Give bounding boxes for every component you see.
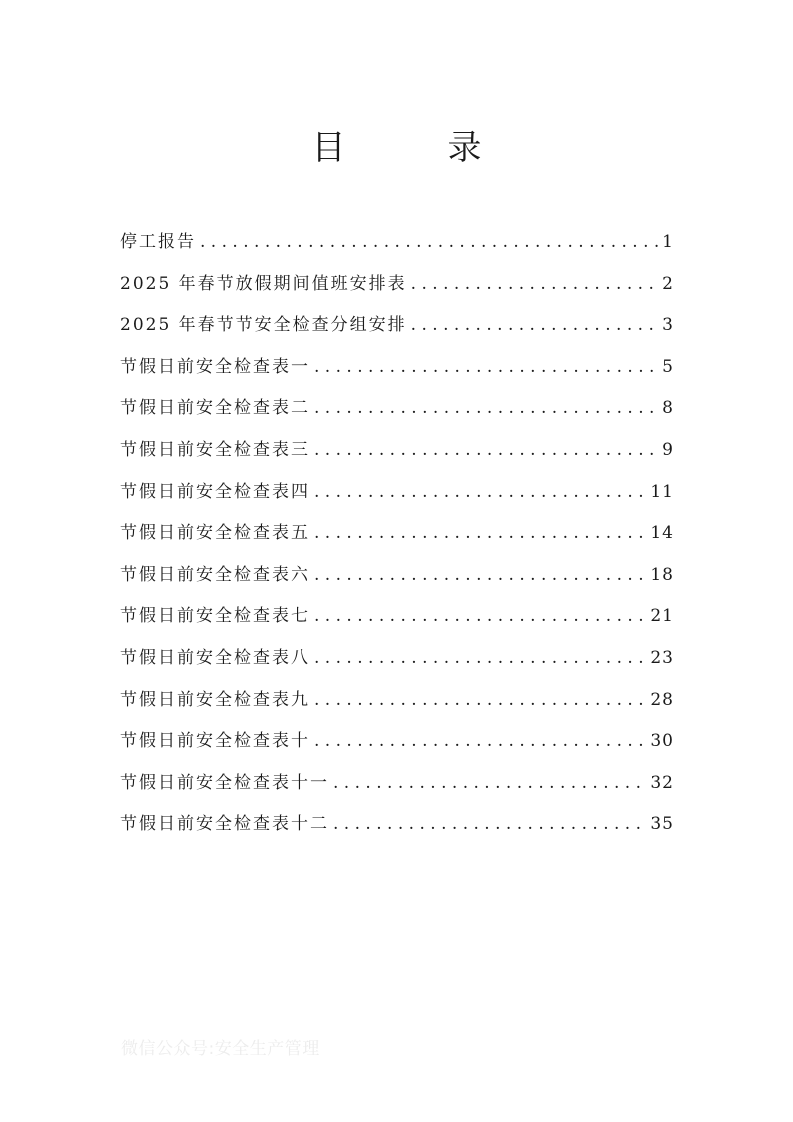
toc-entry-label: 节假日前安全检查表八 [120, 647, 310, 668]
toc-page-number: 30 [650, 731, 674, 752]
toc-page-number: 2 [662, 273, 674, 294]
toc-entry[interactable] [120, 644, 674, 686]
toc-dot-leader [411, 311, 659, 339]
toc-dot-leader [314, 478, 646, 506]
toc-entry[interactable] [120, 519, 674, 561]
toc-page-number: 1 [662, 232, 674, 252]
toc-dot-leader [333, 769, 646, 797]
toc-entry[interactable] [120, 727, 674, 769]
watermark: 微信公众号:安全生产管理 [121, 1039, 320, 1059]
toc-entry-label: 节假日前安全检查表十二 [120, 814, 329, 835]
toc-entry-label: 节假日前安全检查表十一 [120, 772, 329, 793]
toc-dot-leader [314, 561, 646, 589]
toc-dot-leader [314, 602, 646, 630]
table-of-contents [120, 228, 674, 852]
toc-dot-leader [314, 436, 658, 464]
toc-entry-label: 2025 年春节节安全检查分组安排 [120, 315, 407, 336]
toc-dot-leader [314, 644, 646, 672]
toc-page-number: 18 [650, 564, 674, 585]
toc-page-number: 3 [662, 315, 674, 336]
toc-dot-leader [314, 394, 658, 422]
toc-entry[interactable] [120, 602, 674, 644]
toc-entry-label: 节假日前安全检查表九 [120, 689, 310, 710]
toc-page-number: 28 [650, 689, 674, 710]
toc-page-number: 35 [650, 814, 674, 835]
toc-entry[interactable] [120, 311, 674, 353]
toc-page-number: 11 [650, 481, 674, 502]
toc-dot-leader [314, 727, 646, 755]
toc-entry[interactable] [120, 228, 674, 270]
toc-entry-label: 节假日前安全检查表六 [120, 564, 310, 585]
toc-entry-label: 节假日前安全检查表四 [120, 481, 310, 502]
toc-entry[interactable] [120, 394, 674, 436]
toc-dot-leader [411, 270, 659, 298]
page-title: 目 录 [311, 128, 516, 168]
toc-page-number: 9 [662, 439, 674, 460]
toc-page-number: 21 [650, 606, 674, 627]
toc-dot-leader [200, 228, 658, 256]
toc-dot-leader [333, 810, 646, 838]
toc-page-number: 14 [650, 523, 674, 544]
toc-dot-leader [314, 686, 646, 714]
toc-dot-leader [314, 519, 646, 547]
toc-entry-label: 节假日前安全检查表三 [120, 439, 310, 460]
toc-entry[interactable] [120, 810, 674, 852]
toc-entry-label: 节假日前安全检查表十 [120, 731, 310, 752]
toc-page-number: 32 [650, 772, 674, 793]
toc-entry-label: 停工报告 [120, 232, 196, 252]
toc-entry-label: 节假日前安全检查表五 [120, 523, 310, 544]
toc-page-number: 23 [650, 647, 674, 668]
toc-entry-label: 节假日前安全检查表一 [120, 356, 310, 377]
toc-page-number: 8 [662, 398, 674, 419]
toc-entry[interactable] [120, 353, 674, 395]
toc-entry-label: 节假日前安全检查表七 [120, 606, 310, 627]
toc-entry-label: 节假日前安全检查表二 [120, 398, 310, 419]
toc-entry[interactable] [120, 436, 674, 478]
toc-dot-leader [314, 353, 658, 381]
toc-entry[interactable] [120, 561, 674, 603]
toc-page-number: 5 [662, 356, 674, 377]
toc-entry[interactable] [120, 686, 674, 728]
toc-entry[interactable] [120, 478, 674, 520]
toc-entry[interactable] [120, 769, 674, 811]
toc-entry[interactable] [120, 270, 674, 312]
toc-entry-label: 2025 年春节放假期间值班安排表 [120, 273, 407, 294]
